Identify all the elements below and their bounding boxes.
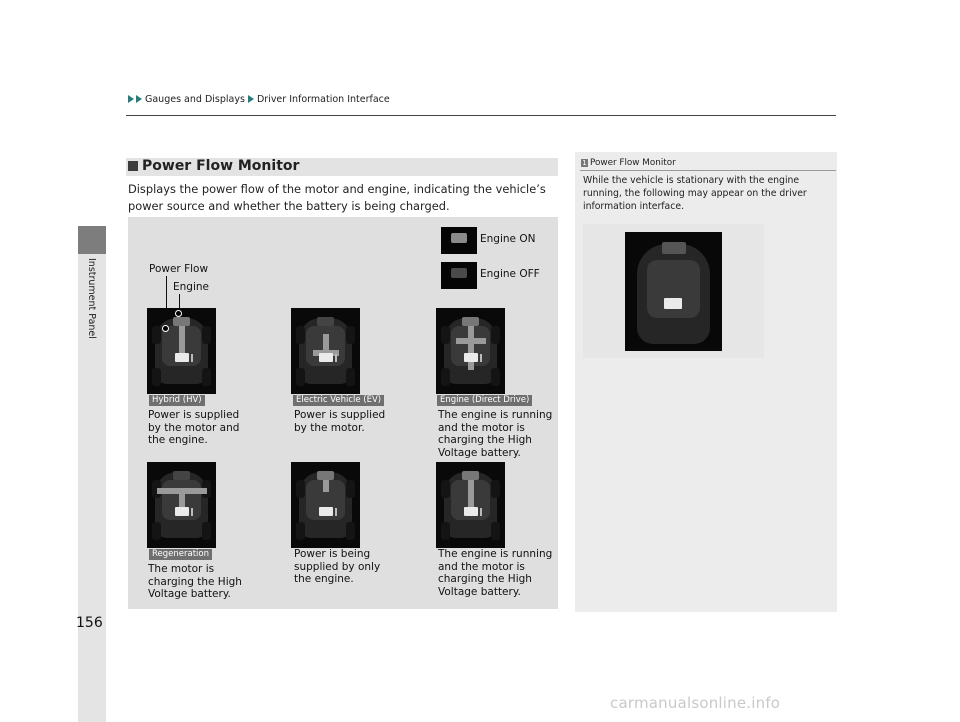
legend-engine-on-label: Engine ON bbox=[480, 233, 536, 245]
triangle-bullet-icon bbox=[136, 95, 142, 103]
mode-caption-ev: Power is supplied by the motor. bbox=[294, 409, 386, 434]
breadcrumb bbox=[128, 94, 390, 105]
sidebar-note-panel bbox=[575, 152, 837, 612]
section-square-icon bbox=[128, 161, 138, 171]
regeneration-mode-image bbox=[147, 462, 216, 548]
mode-caption-direct-drive: The engine is running and the motor is charging the High Voltage battery. bbox=[438, 409, 553, 459]
engine-on-icon bbox=[441, 227, 477, 254]
sidebar-note-divider bbox=[580, 170, 836, 171]
mode-caption-engine-charging: The engine is running and the motor is charging the High Voltage battery. bbox=[438, 548, 553, 598]
page-number: 156 bbox=[76, 615, 103, 631]
legend-engine-off-label: Engine OFF bbox=[480, 268, 540, 280]
header-divider bbox=[126, 115, 836, 116]
breadcrumb-item-gauges[interactable]: Gauges and Displays bbox=[145, 94, 245, 105]
stationary-display-image bbox=[625, 232, 722, 351]
mode-caption-hybrid: Power is supplied by the motor and the engine. bbox=[148, 409, 240, 446]
hybrid-mode-image bbox=[147, 308, 216, 394]
engine-only-mode-image bbox=[291, 462, 360, 548]
mode-tag-ev: Electric Vehicle (EV) bbox=[293, 395, 384, 406]
engine-charging-mode-image bbox=[436, 462, 505, 548]
callout-dot-engine bbox=[175, 310, 182, 317]
callout-dot-power-flow bbox=[162, 325, 169, 332]
sidebar-note-heading bbox=[581, 158, 676, 168]
mode-caption-regeneration: The motor is charging the High Voltage battery. bbox=[148, 563, 242, 600]
mode-tag-regeneration: Regeneration bbox=[149, 549, 212, 560]
callout-engine: Engine bbox=[173, 281, 209, 293]
sidebar-note-title: Power Flow Monitor bbox=[590, 158, 676, 168]
watermark: carmanualsonline.info bbox=[610, 694, 781, 712]
breadcrumb-item-driver-info[interactable]: Driver Information Interface bbox=[256, 94, 390, 105]
triangle-bullet-icon bbox=[128, 95, 134, 103]
section-intro: Displays the power flow of the motor and engine, indicating the vehicle’s power source and whether the battery is being charged. bbox=[128, 182, 546, 213]
mode-caption-engine-only: Power is being supplied by only the engine. bbox=[294, 548, 381, 585]
ev-mode-image bbox=[291, 308, 360, 394]
triangle-bullet-icon bbox=[248, 95, 254, 103]
mode-tag-direct-drive: Engine (Direct Drive) bbox=[437, 395, 532, 406]
direct-drive-mode-image bbox=[436, 308, 505, 394]
callout-power-flow: Power Flow bbox=[149, 263, 209, 275]
sidebar-note-body: While the vehicle is stationary with the engine running, the following may appear on the driver information interface. bbox=[583, 175, 807, 213]
chapter-tab[interactable] bbox=[78, 258, 106, 348]
section-title: Power Flow Monitor bbox=[142, 158, 300, 174]
chapter-tab-label: Instrument Panel bbox=[86, 258, 97, 339]
mode-tag-hybrid: Hybrid (HV) bbox=[149, 395, 205, 406]
chapter-tab-marker bbox=[78, 226, 106, 254]
engine-off-icon bbox=[441, 262, 477, 289]
note-number-icon: 1 bbox=[582, 159, 587, 167]
